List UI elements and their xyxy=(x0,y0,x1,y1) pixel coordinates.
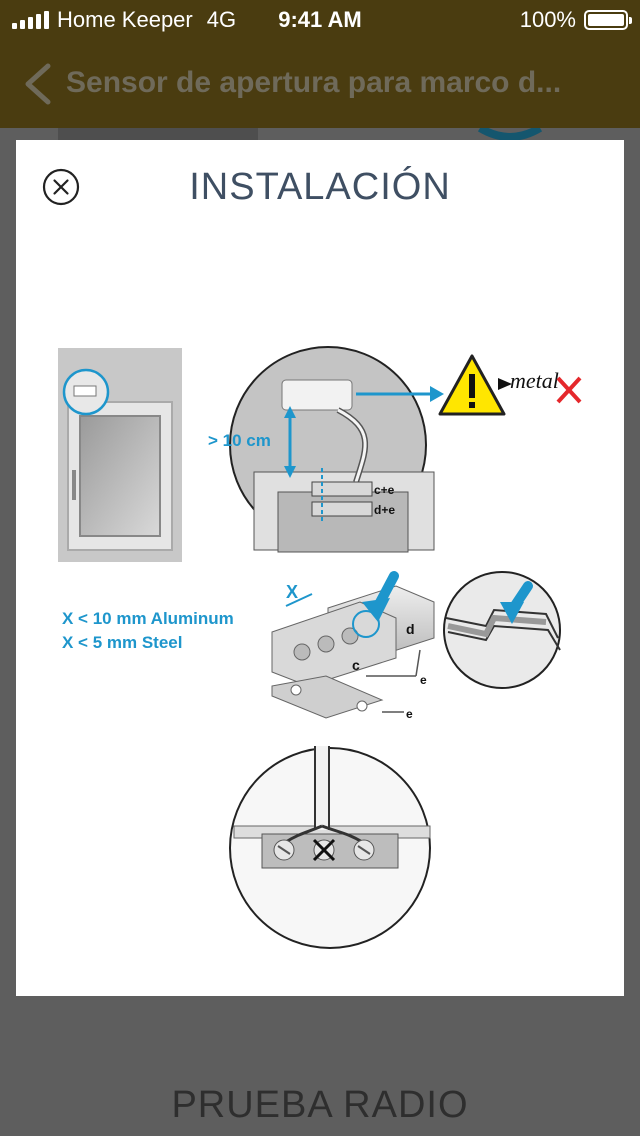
nav-title: Sensor de apertura para marco d... xyxy=(66,66,562,99)
installation-diagram xyxy=(16,340,624,950)
modal-title: INSTALACIÓN xyxy=(189,166,451,208)
battery-icon xyxy=(584,10,628,30)
e-label-2: e xyxy=(406,707,413,721)
status-bar xyxy=(0,0,640,40)
screw-detail xyxy=(230,746,430,948)
de-label: d+e xyxy=(374,503,396,517)
steel-label: X < 5 mm Steel xyxy=(62,633,183,652)
sensor-mount-detail xyxy=(208,347,444,552)
window-illustration xyxy=(58,348,182,562)
profile-detail xyxy=(444,572,560,688)
metal-warning xyxy=(440,356,580,414)
navigation-bar xyxy=(0,40,640,128)
x-label: X xyxy=(286,582,299,602)
ce-label: c+e xyxy=(374,483,395,497)
radio-test-button[interactable]: PRUEBA RADIO xyxy=(171,1084,469,1126)
clock: 9:41 AM xyxy=(278,7,362,32)
d-label: d xyxy=(406,621,415,637)
c-label: c xyxy=(352,657,360,673)
battery-percent: 100% xyxy=(519,7,576,32)
back-chevron-icon[interactable] xyxy=(18,60,58,108)
magnet-spacing-illustration xyxy=(62,576,434,721)
distance-label: > 10 cm xyxy=(208,431,271,450)
metal-label: metal xyxy=(510,368,559,393)
aluminum-label: X < 10 mm Aluminum xyxy=(62,609,234,628)
carrier-name: Home Keeper xyxy=(57,7,193,32)
network-type: 4G xyxy=(206,7,237,32)
e-label-1: e xyxy=(420,673,427,687)
installation-modal xyxy=(16,140,624,996)
